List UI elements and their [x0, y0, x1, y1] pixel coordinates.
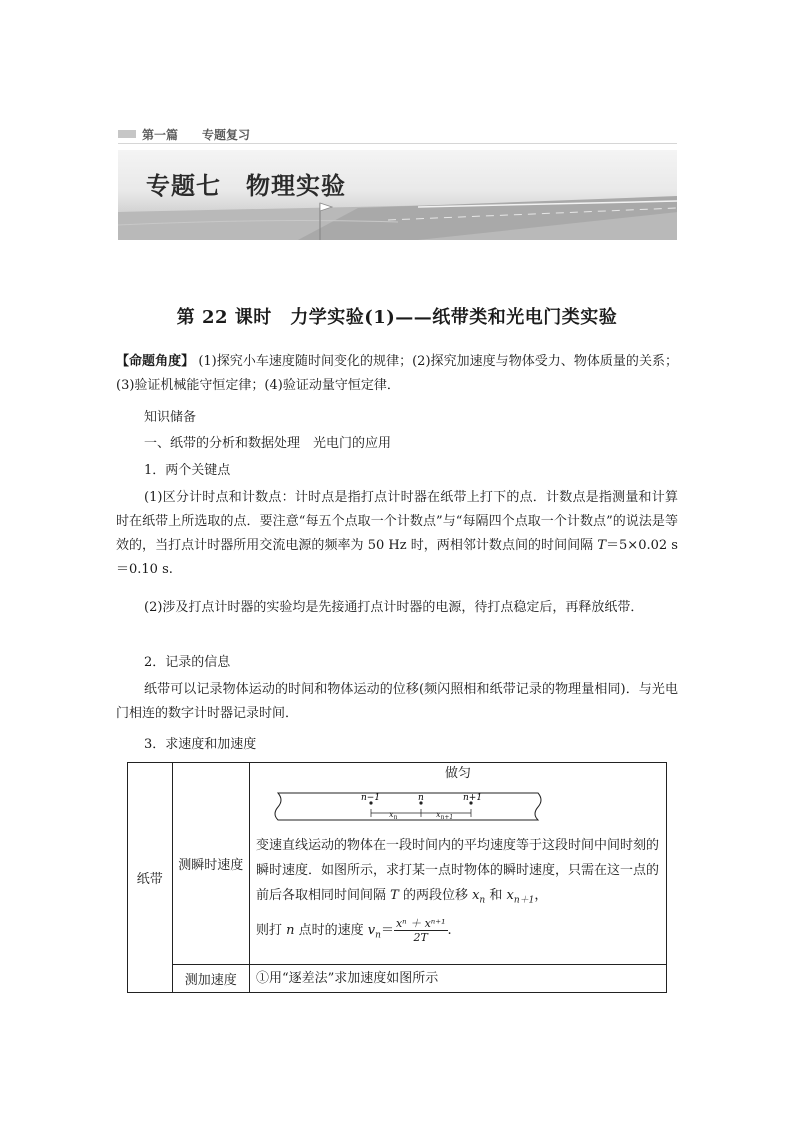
tape-label-prev: n−1: [361, 793, 381, 803]
header-rule: [118, 143, 677, 144]
item-1-paragraph-1: [116, 486, 678, 582]
row1-x1-sub: n: [479, 895, 486, 906]
knowledge-label: 知识储备: [144, 410, 197, 425]
tape-label-next: n+1: [463, 793, 483, 803]
row1-explanation: [256, 833, 660, 914]
period-variable: T: [597, 538, 606, 553]
lesson-title: 第 22 课时 力学实验(1)——纸带类和光电门类实验: [176, 307, 618, 328]
formula-v: v: [367, 922, 376, 938]
item-2-heading: 2．记录的信息: [144, 655, 231, 670]
row2-label: 测加速度: [184, 973, 237, 988]
group-label: 纸带: [136, 872, 163, 887]
formula-eq: ＝: [380, 922, 394, 938]
row1-x2-sub: n＋1: [513, 895, 535, 906]
row1-and: 和: [485, 888, 507, 903]
row1-x1: x: [472, 888, 480, 903]
formula-pre: 则打: [256, 922, 287, 938]
item-1-p1-text: (1)区分计时点和计数点：计时点是指打点计时器在纸带上打下的点．计数点是指测量和计算时在纸带上所选取的点．要注意“每五个点取一个计数点”与“每隔四个点取一个计数点”的说法是等效的，当打点计时器所用交流电源的频率为 50 Hz 时，两相邻计数点间的时间间隔: [116, 490, 678, 553]
tape-seg2-label: $x_{n+1}$: [436, 810, 454, 821]
running-header: [118, 124, 677, 144]
intro-paragraph: [116, 350, 678, 398]
row2-content-cell: [250, 965, 667, 993]
row1-x2: x: [506, 888, 514, 903]
row1-label-cell: [172, 763, 249, 965]
item-1-heading: 1．两个关键点: [144, 463, 231, 478]
table-row: [128, 965, 667, 993]
formula-v-sub: n: [375, 930, 381, 941]
item-1-p1-end: ＝5×0.02 s＝0.10 s.: [116, 538, 678, 577]
header-bar-decoration: [118, 130, 136, 138]
velocity-fraction: [394, 917, 448, 944]
row1-mid: 的两段位移: [398, 888, 473, 903]
item-1-paragraph-2: (2)涉及打点计时器的实验均是先接通打点计时器的电源，待打点稳定后，再释放纸带．: [144, 600, 644, 615]
intro-text: (1)探究小车速度随时间变化的规律；(2)探究加速度与物体受力、物体质量的关系；(3)验证机械能守恒定律；(4)验证动量守恒定律．: [116, 354, 678, 393]
row1-formula-line: [256, 914, 660, 953]
item-3-heading: 3．求速度和加速度: [144, 737, 257, 752]
fraction-numerator: xⁿ ＋ xⁿ⁺¹: [395, 916, 446, 930]
chapter-banner: [118, 150, 677, 240]
velocity-acceleration-table: [127, 762, 667, 993]
row2-text: ①用“逐差法”求加速度如图所示: [256, 971, 439, 986]
fraction-denominator: 2T: [413, 930, 428, 944]
row1-content-cell: [250, 763, 667, 965]
chapter-title: 专题七 物理实验: [146, 172, 346, 200]
header-part: 第一篇: [142, 128, 179, 142]
formula-n: n: [286, 922, 295, 938]
table-row: [128, 763, 667, 965]
header-section: 专题复习: [202, 128, 251, 142]
paper-tape-diagram: [268, 787, 660, 827]
row1-label: 测瞬时速度: [178, 858, 244, 873]
section-1-heading: 一、纸带的分析和数据处理 光电门的应用: [144, 436, 392, 451]
row1-text: 变速直线运动的物体在一段时间内的平均速度等于这段时间中间时刻的瞬时速度．如图所示，求打某一点时物体的瞬时速度，只需在这一点的前后各取相同时间间隔: [256, 838, 660, 903]
formula-mid: 点时的速度: [294, 922, 368, 938]
formula-end: .: [447, 922, 452, 938]
row1-T: T: [390, 888, 399, 903]
tape-label-mid: n: [418, 793, 424, 803]
row2-label-cell: [172, 965, 249, 993]
tape-seg1-label: $x_n$: [389, 810, 398, 821]
row1-comma: ，: [534, 888, 548, 903]
item-2-paragraph: 纸带可以记录物体运动的时间和物体运动的位移(频闪照相和纸带记录的物理量相同)．与光电门相连的数字计时器记录时间．: [116, 682, 678, 721]
intro-tag: 【命题角度】: [116, 354, 195, 369]
method-header: 做匀: [444, 766, 471, 781]
group-cell: [128, 763, 173, 993]
